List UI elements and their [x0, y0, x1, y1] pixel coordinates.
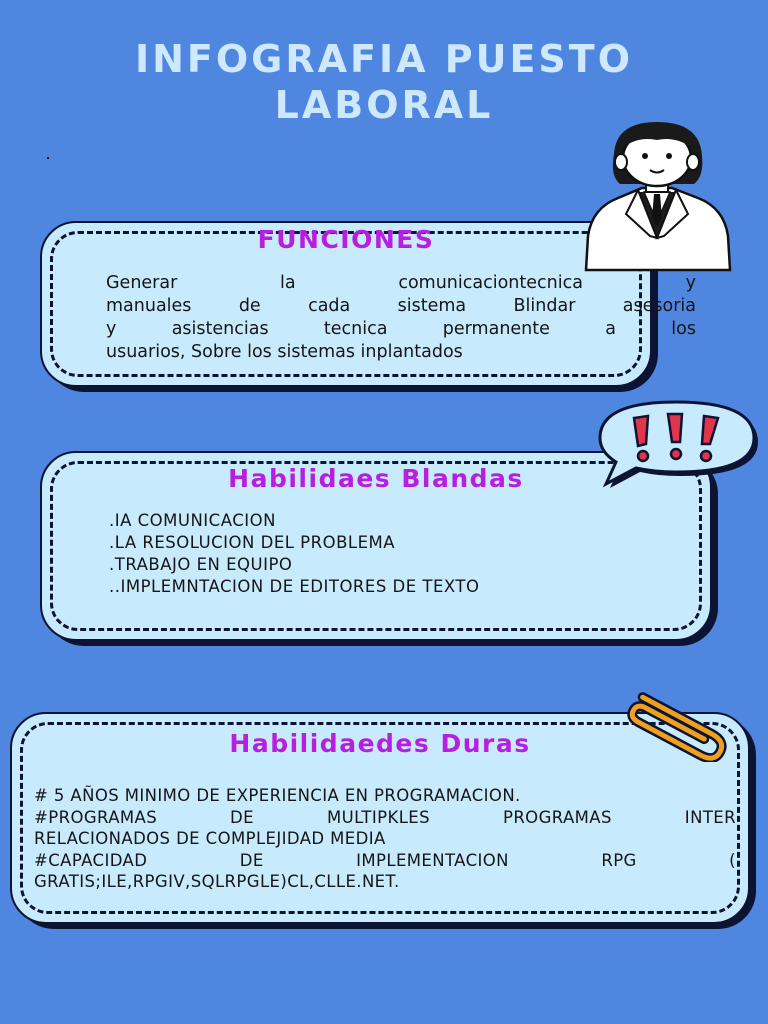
funciones-title: FUNCIONES	[257, 225, 435, 254]
duras-line: # 5 AÑOS MINIMO DE EXPERIENCIA EN PROGRAMACION.	[34, 786, 521, 805]
blandas-item: ..IMPLEMNTACION DE EDITORES DE TEXTO	[109, 577, 480, 596]
funciones-line: y asistencias tecnica permanente a los	[106, 319, 696, 339]
duras-title: Habilidaedes Duras	[229, 729, 531, 758]
blandas-title: Habilidaes Blandas	[228, 464, 524, 493]
speech-bubble-exclamation-icon	[594, 396, 766, 492]
stray-dot	[47, 157, 49, 159]
funciones-line: usuarios, Sobre los sistemas inplantados	[106, 342, 463, 362]
duras-line: #PROGRAMAS DE MULTIPKLES PROGRAMAS INTER	[34, 807, 736, 827]
funciones-card	[40, 221, 696, 387]
funciones-line: Generar la comunicaciontecnica y	[106, 273, 696, 293]
blandas-list	[109, 510, 480, 598]
duras-line: #CAPACIDAD DE IMPLEMENTACION RPG (	[34, 850, 736, 870]
person-illustration	[578, 118, 736, 274]
paperclip-icon	[612, 686, 740, 762]
page-title	[0, 36, 768, 128]
duras-text	[34, 785, 736, 893]
duras-line: GRATIS;ILE,RPGIV,SQLRPGLE)CL,CLLE.NET.	[34, 872, 400, 891]
funciones-text	[106, 272, 696, 364]
duras-line: RELACIONADOS DE COMPLEJIDAD MEDIA	[34, 829, 386, 848]
blandas-item: .TRABAJO EN EQUIPO	[109, 555, 293, 574]
page-title-line2: LABORAL	[274, 83, 494, 127]
page-title-line1: INFOGRAFIA PUESTO	[134, 37, 634, 81]
blandas-item: .IA COMUNICACION	[109, 511, 276, 530]
blandas-item: .LA RESOLUCION DEL PROBLEMA	[109, 533, 396, 552]
funciones-line: manuales de cada sistema Blindar asesoria	[106, 296, 696, 316]
